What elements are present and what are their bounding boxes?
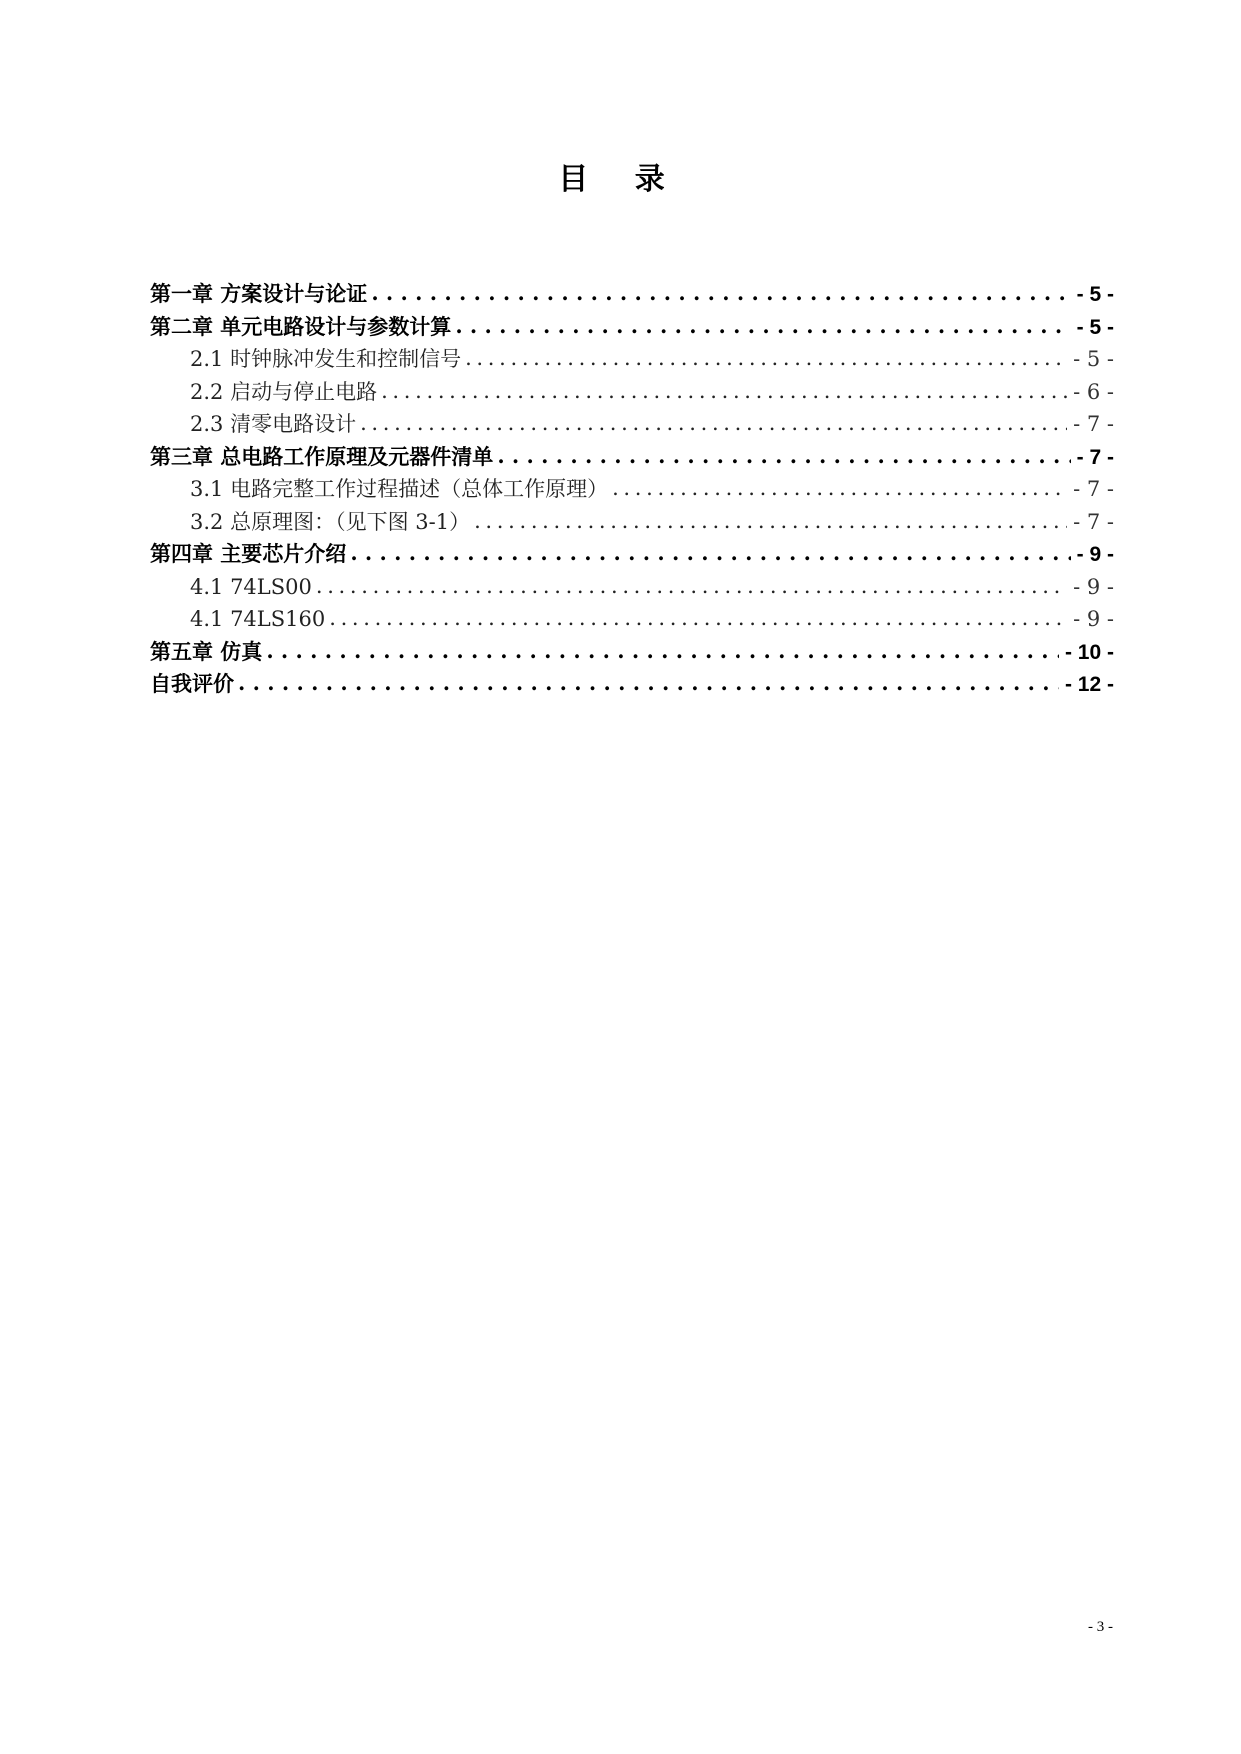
page-title: 目 录 [558, 162, 683, 197]
toc-dot-leader [360, 407, 1067, 440]
toc-entry-section-3-1[interactable] [150, 473, 1114, 506]
toc-dot-leader [455, 310, 1070, 343]
toc-dot-leader [612, 472, 1067, 505]
toc-entry-label: 2.2 启动与停止电路 [190, 379, 378, 404]
toc-entry-page: - 12 - [1064, 673, 1114, 696]
toc-entry-page: - 6 - [1073, 379, 1114, 404]
toc-entry-label: 2.1 时钟脉冲发生和控制信号 [190, 347, 462, 371]
toc-entry-section-2-1[interactable] [150, 343, 1114, 376]
toc-entry-page: - 9 - [1073, 607, 1114, 631]
toc-dot-leader [465, 342, 1067, 375]
toc-entry-page: - 7 - [1073, 477, 1114, 501]
toc-entry-label: 4.1 74LS00 [190, 574, 312, 599]
toc-dot-leader [350, 537, 1070, 570]
toc-entry-page: - 9 - [1076, 543, 1114, 566]
page-number: - 3 - [1088, 1619, 1113, 1635]
toc-entry-chapter-5[interactable] [150, 636, 1114, 669]
toc-entry-page: - 5 - [1073, 347, 1114, 371]
toc-dot-leader [316, 570, 1067, 603]
toc-entry-section-3-2[interactable] [150, 506, 1114, 539]
toc-entry-label: 第三章 总电路工作原理及元器件清单 [150, 443, 494, 469]
toc-entry-label: 第四章 主要芯片介绍 [150, 541, 347, 566]
toc-entry-page: - 7 - [1076, 445, 1114, 469]
toc-dot-leader [238, 667, 1059, 700]
toc-entry-section-2-2[interactable] [150, 376, 1114, 409]
toc-dot-leader [329, 602, 1067, 635]
toc-entry-self-evaluation[interactable] [150, 668, 1114, 701]
toc-entry-page: - 7 - [1073, 509, 1114, 534]
toc-entry-label: 3.2 总原理图：（见下图 3-1） [190, 509, 471, 534]
toc-entry-section-4-1b[interactable] [150, 603, 1114, 636]
toc-dot-leader [381, 375, 1067, 408]
toc-entry-label: 第五章 仿真 [150, 638, 263, 664]
toc-entry-section-2-3[interactable] [150, 408, 1114, 441]
toc-entry-page: - 7 - [1073, 412, 1114, 436]
toc-dot-leader [371, 277, 1070, 310]
toc-entry-chapter-4[interactable] [150, 538, 1114, 571]
toc-entry-chapter-2[interactable] [150, 311, 1114, 344]
toc-entry-label: 2.3 清零电路设计 [190, 412, 357, 436]
toc-entry-section-4-1[interactable] [150, 571, 1114, 604]
toc-entry-page: - 5 - [1076, 283, 1114, 306]
toc-entry-label: 第二章 单元电路设计与参数计算 [150, 313, 452, 339]
toc-entry-label: 第一章 方案设计与论证 [150, 281, 368, 306]
toc-dot-leader [266, 635, 1059, 668]
toc-entry-chapter-1[interactable] [150, 278, 1114, 311]
toc-dot-leader [497, 440, 1070, 473]
toc-dot-leader [474, 505, 1067, 538]
table-of-contents [150, 278, 1114, 701]
toc-entry-page: - 5 - [1076, 315, 1114, 339]
toc-entry-chapter-3[interactable] [150, 441, 1114, 474]
toc-entry-page: - 9 - [1073, 574, 1114, 599]
toc-entry-label: 3.1 电路完整工作过程描述（总体工作原理） [190, 477, 609, 501]
toc-entry-label: 自我评价 [150, 671, 234, 696]
toc-entry-page: - 10 - [1064, 640, 1114, 664]
toc-entry-label: 4.1 74LS160 [190, 607, 326, 631]
